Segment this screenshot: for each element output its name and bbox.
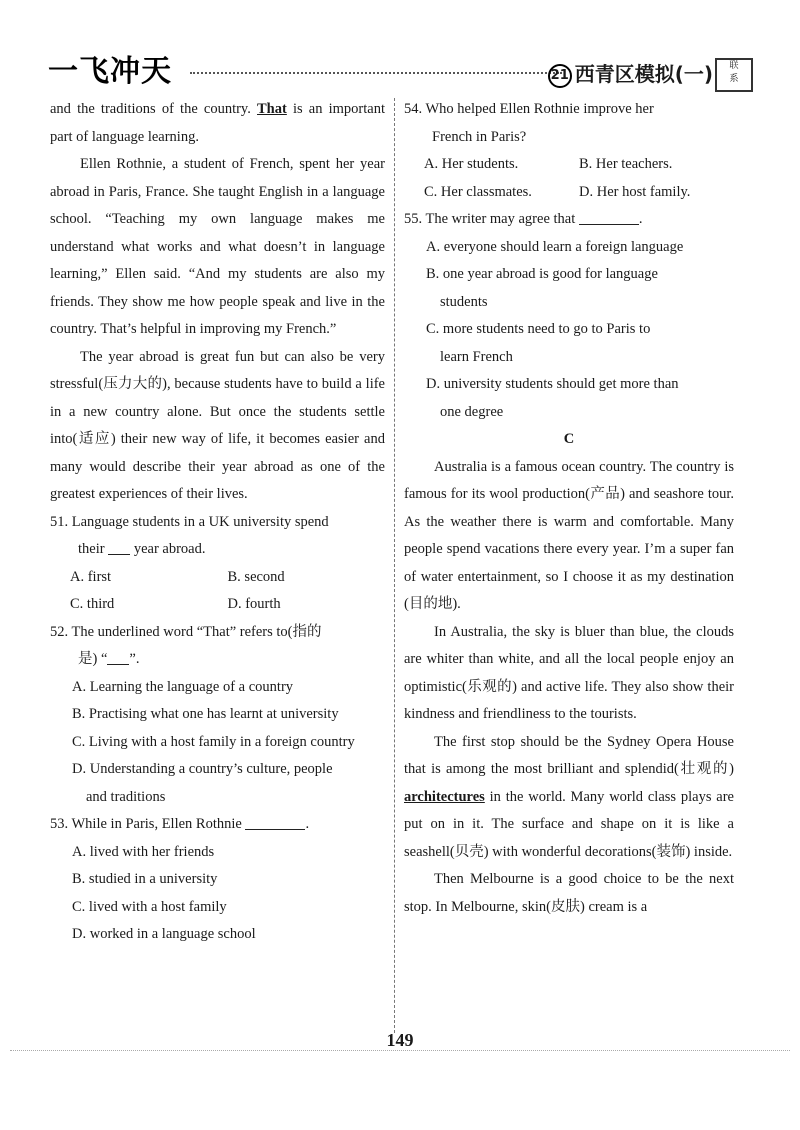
q55-option-d[interactable]: D. university students should get more than [426, 376, 679, 392]
q55-stem-end: . [638, 211, 643, 227]
page-header [48, 44, 753, 96]
page-number: 149 [386, 1030, 414, 1050]
question-52 [50, 619, 385, 812]
stamp-line-1: 联 [729, 61, 739, 71]
q52-option-d[interactable]: D. Understanding a country’s culture, people [72, 761, 333, 777]
column-divider [394, 98, 395, 1033]
q54-option-a[interactable]: A. Her students. [424, 156, 519, 172]
q52-stem-b: ”. [129, 651, 140, 667]
q52-option-d-cont: and traditions [86, 788, 166, 805]
question-51 [50, 509, 385, 619]
q55-option-c-cont: learn French [440, 348, 513, 365]
q52-stem: 52. The underlined word “That” refers to(指的 [50, 623, 322, 640]
q55-option-b[interactable]: B. one year abroad is good for language [426, 266, 658, 282]
underlined-that: That [257, 101, 287, 117]
q55-blank[interactable] [579, 210, 639, 225]
section-c-heading: C [563, 431, 575, 447]
header-rule [190, 72, 562, 74]
q53-option-d[interactable]: D. worked in a language school [72, 926, 256, 942]
q51-option-d[interactable]: D. fourth [227, 596, 281, 612]
q55-stem: 55. The writer may agree that [404, 211, 576, 227]
q51-option-a[interactable]: A. first [70, 568, 112, 585]
q55-option-a[interactable]: A. everyone should learn a foreign language [426, 238, 684, 255]
q54-option-d[interactable]: D. Her host family. [579, 183, 691, 200]
q53-stem: 53. While in Paris, Ellen Rothnie [50, 816, 242, 832]
q53-option-b[interactable]: B. studied in a university [72, 871, 218, 887]
q53-blank[interactable] [245, 815, 305, 830]
paragraph-australia: Australia is a famous ocean country. The country is famous for its wool production(产品) and seashore tour. As the weather there is warm and comfortable. Many people spend vacations there every year. I’m a super fan of water entertainment, so I choose it as my destination (目的地). [404, 458, 734, 612]
exam-title [548, 58, 713, 88]
q51-options-row1 [50, 564, 385, 592]
q54-option-c[interactable]: C. Her classmates. [424, 183, 532, 200]
q52-stem-a: 是) “ [78, 651, 108, 667]
underlined-architectures: architectures [404, 788, 485, 805]
q53-option-c[interactable]: C. lived with a host family [72, 898, 227, 915]
q51-option-b[interactable]: B. second [227, 568, 285, 585]
q51-stem-b: year abroad. [133, 541, 206, 557]
q55-stem-line [404, 206, 734, 234]
q52-blank[interactable] [107, 650, 129, 665]
q51-options-row2 [50, 591, 385, 619]
paragraph-sky: In Australia, the sky is bluer than blue, the clouds are whiter than white, and all the local people enjoy an optimistic(乐观的) and active life. They also show their kindness and friendliness to the tourists. [404, 623, 734, 722]
q52-option-b[interactable]: B. Practising what one has learnt at university [72, 706, 339, 722]
continued-text: and the traditions of the country. [50, 101, 251, 117]
q54-options-row1 [404, 151, 734, 179]
q54-stem-line2: French in Paris? [432, 128, 527, 145]
q51-stem-line2 [50, 536, 385, 564]
sydney-text-a: The first stop should be the Sydney Opera House that is among the most brilliant and splendid(壮观的) [404, 733, 734, 777]
paragraph-sydney [404, 729, 734, 867]
question-53 [50, 811, 385, 949]
right-column [404, 96, 734, 921]
continued-paragraph [50, 96, 385, 151]
footer-rule [10, 1050, 790, 1051]
q54-stem: 54. Who helped Ellen Rothnie improve her [404, 101, 654, 117]
paragraph-year-abroad: The year abroad is great fun but can also be very stressful(压力大的), because students have to build a life in a new country alone. But once the students settle into(适应) their new way of life, it becomes easier and many would describe their year abroad as one of the greatest experiences of their lives. [50, 348, 385, 502]
q51-option-c[interactable]: C. third [70, 596, 115, 612]
corner-stamp [715, 58, 753, 92]
q51-stem: 51. Language students in a UK university spend [50, 513, 329, 530]
q53-stem-end: . [305, 816, 310, 832]
paragraph-melbourne: Then Melbourne is a good choice to be the next stop. In Melbourne, skin(皮肤) cream is a [404, 871, 734, 915]
q55-option-c[interactable]: C. more students need to go to Paris to [426, 321, 651, 337]
exam-title-text: 西青区模拟(一) [574, 62, 713, 86]
q52-stem-line2 [50, 646, 385, 674]
question-54 [404, 96, 734, 206]
q55-option-b-cont: students [440, 293, 488, 310]
q54-option-b[interactable]: B. Her teachers. [579, 156, 673, 172]
q55-option-d-cont: one degree [440, 403, 504, 420]
q53-option-a[interactable]: A. lived with her friends [72, 843, 215, 860]
q53-stem-line [50, 811, 385, 839]
sydney-text-b: in the world. Many world class plays are put on in it. The surface and shape on it is like a seashell(贝壳) with wonderful decorations(装饰) inside. [404, 788, 734, 860]
q52-option-c[interactable]: C. Living with a host family in a foreign country [72, 733, 355, 750]
q52-option-a[interactable]: A. Learning the language of a country [72, 678, 294, 695]
brand-logo: 一飞冲天 [48, 54, 172, 89]
continued-text-rest: is an important part of language learning. [50, 101, 385, 145]
stamp-line-2: 系 [729, 74, 739, 84]
question-55 [404, 206, 734, 426]
paragraph-ellen: Ellen Rothnie, a student of French, spent her year abroad in Paris, France. She taught English in a language school. “Teaching my own language makes me understand what works and what doesn’t in language learning,” Ellen said. “And my students are also my friends. They show me how people speak and live in the country. That’s helpful in improving my French.” [50, 156, 385, 337]
exam-number: 21 [548, 64, 572, 88]
q51-stem-a: their [78, 541, 105, 557]
q54-options-row2 [404, 179, 734, 207]
q51-blank[interactable] [108, 540, 130, 555]
left-column [50, 96, 385, 949]
